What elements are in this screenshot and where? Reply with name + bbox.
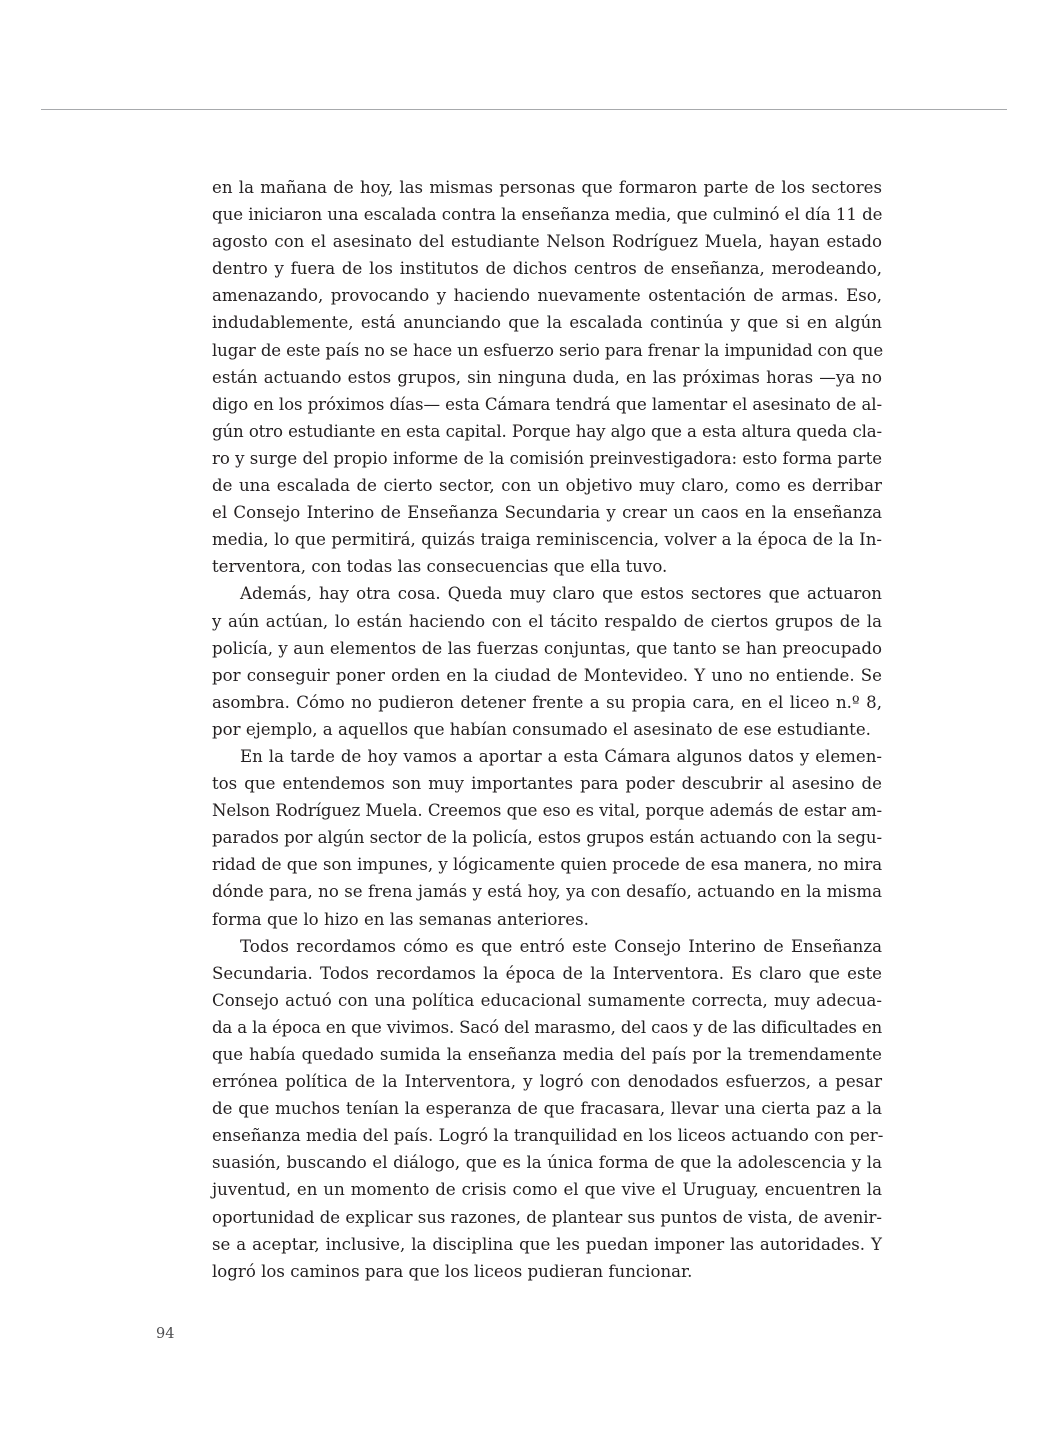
paragraph: [212, 174, 882, 580]
paragraph: [212, 743, 882, 933]
page-number: 94: [156, 1326, 175, 1342]
text-line: por ejemplo, a aquellos que habían consumado el asesinato de ese estudiante.: [212, 719, 871, 739]
text-line: En la tarde de hoy vamos a aportar a esta Cámara algunos datos y elemen-: [240, 746, 882, 766]
text-line: dónde para, no se frena jamás y está hoy, ya con desafío, actuando en la misma: [212, 882, 882, 902]
text-line: que iniciaron una escalada contra la enseñanza media, que culminó el día 11 de: [212, 205, 883, 225]
text-line: oportunidad de explicar sus razones, de plantear sus puntos de vista, de avenir-: [212, 1207, 882, 1227]
text-line: y aún actúan, lo están haciendo con el tácito respaldo de ciertos grupos de la: [212, 611, 882, 631]
text-line: terventora, con todas las consecuencias que ella tuvo.: [212, 557, 668, 577]
text-line: forma que lo hizo en las semanas anteriores.: [212, 909, 589, 929]
text-line: de que muchos tenían la esperanza de que fracasara, llevar una cierta paz a la: [212, 1099, 882, 1119]
text-line: ridad de que son impunes, y lógicamente quien procede de esa manera, no mira: [212, 855, 882, 875]
body-text: [212, 174, 882, 1285]
text-line: da a la época en que vivimos. Sacó del marasmo, del caos y de las dificultades en: [212, 1017, 882, 1037]
text-line: logró los caminos para que los liceos pudieran funcionar.: [212, 1261, 693, 1281]
text-line: Además, hay otra cosa. Queda muy claro que estos sectores que actuaron: [240, 584, 882, 604]
text-line: policía, y aun elementos de las fuerzas conjuntas, que tanto se han preocupado: [212, 638, 882, 658]
text-line: por conseguir poner orden en la ciudad de Montevideo. Y uno no entiende. Se: [212, 665, 882, 685]
text-line: agosto con el asesinato del estudiante Nelson Rodríguez Muela, hayan estado: [212, 232, 882, 252]
text-line: de una escalada de cierto sector, con un objetivo muy claro, como es derribar: [212, 476, 882, 496]
paragraph: [212, 933, 882, 1285]
text-line: media, lo que permitirá, quizás traiga reminiscencia, volver a la época de la In-: [212, 530, 882, 550]
text-line: enseñanza media del país. Logró la tranquilidad en los liceos actuando con per-: [212, 1126, 884, 1146]
text-line: Todos recordamos cómo es que entró este Consejo Interino de Enseñanza: [240, 936, 882, 956]
text-line: amenazando, provocando y haciendo nuevamente ostentación de armas. Eso,: [212, 286, 882, 306]
text-line: suasión, buscando el diálogo, que es la única forma de que la adolescencia y la: [212, 1153, 882, 1173]
text-line: asombra. Cómo no pudieron detener frente a su propia cara, en el liceo n.º 8,: [212, 692, 882, 712]
text-line: que había quedado sumida la enseñanza media del país por la tremendamente: [212, 1045, 882, 1064]
text-line: gún otro estudiante en esta capital. Porque hay algo que a esta altura queda cla-: [212, 421, 882, 441]
text-line: Consejo actuó con una política educacional sumamente correcta, muy adecua-: [212, 990, 882, 1010]
text-line: parados por algún sector de la policía, estos grupos están actuando con la segu-: [212, 828, 882, 848]
text-line: el Consejo Interino de Enseñanza Secundaria y crear un caos en la enseñanza: [212, 503, 882, 523]
text-line: Secundaria. Todos recordamos la época de la Interventora. Es claro que este: [212, 963, 882, 983]
text-line: se a aceptar, inclusive, la disciplina que les puedan imponer las autoridades. Y: [212, 1234, 882, 1254]
paragraph: [212, 580, 882, 743]
text-line: en la mañana de hoy, las mismas personas que formaron parte de los sectores: [212, 178, 882, 197]
text-line: lugar de este país no se hace un esfuerzo serio para frenar la impunidad con que: [212, 340, 883, 360]
text-line: están actuando estos grupos, sin ninguna duda, en las próximas horas —ya no: [212, 367, 882, 387]
text-line: digo en los próximos días— esta Cámara tendrá que lamentar el asesinato de al-: [212, 394, 882, 414]
text-line: ro y surge del propio informe de la comisión preinvestigadora: esto forma parte: [212, 448, 882, 468]
text-line: errónea política de la Interventora, y logró con denodados esfuerzos, a pesar: [212, 1072, 882, 1092]
text-line: indudablemente, está anunciando que la escalada continúa y que si en algún: [212, 313, 882, 333]
text-line: dentro y fuera de los institutos de dichos centros de enseñanza, merodeando,: [212, 259, 882, 279]
text-line: juventud, en un momento de crisis como el que vive el Uruguay, encuentren la: [212, 1180, 882, 1200]
header-rule: [41, 109, 1007, 110]
text-line: Nelson Rodríguez Muela. Creemos que eso es vital, porque además de estar am-: [212, 801, 882, 821]
text-line: tos que entendemos son muy importantes para poder descubrir al asesino de: [212, 774, 882, 794]
